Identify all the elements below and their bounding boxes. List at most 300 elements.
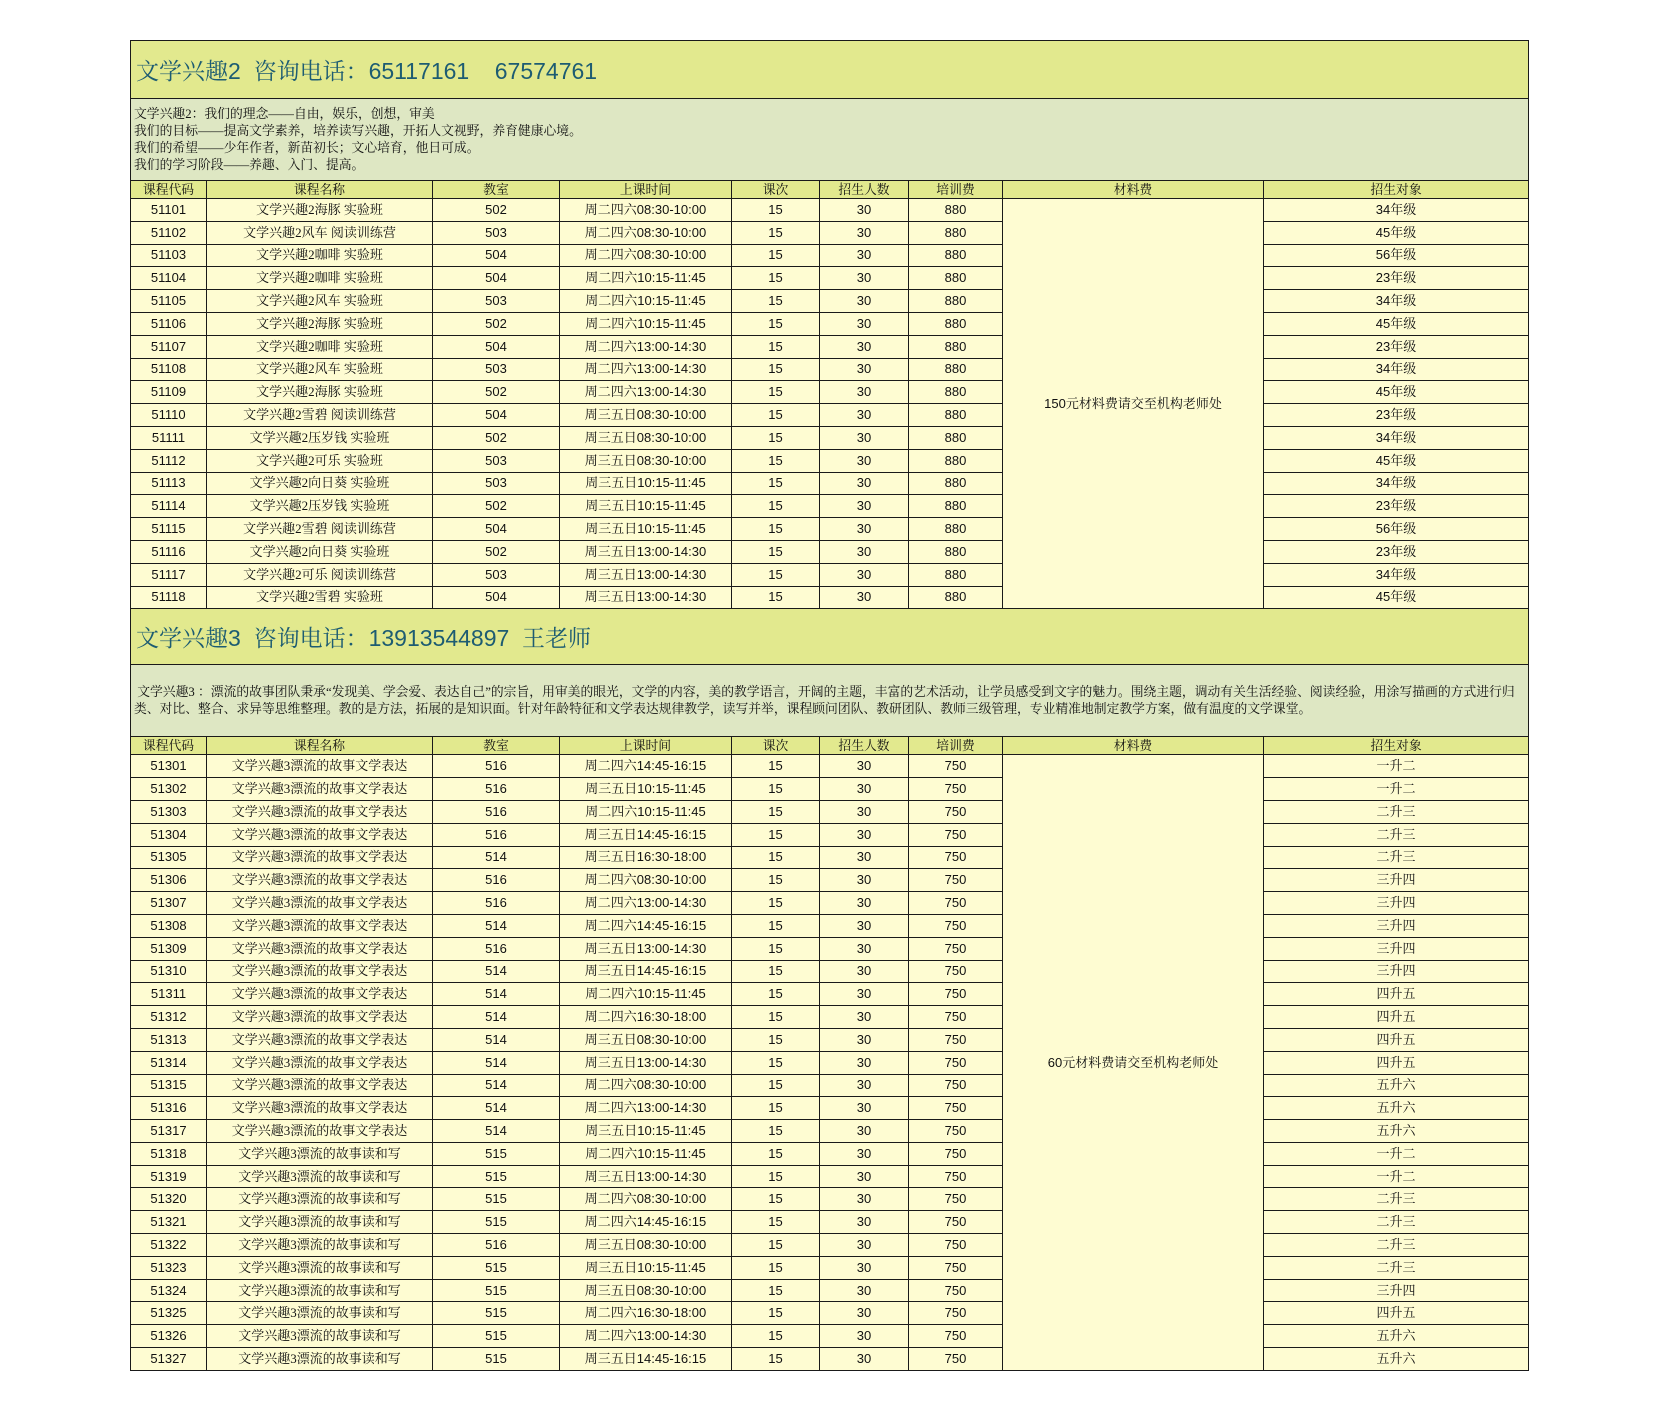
sessions-cell: 15 — [732, 1234, 820, 1257]
target-grade-cell: 三升四 — [1264, 960, 1529, 983]
sessions-cell: 15 — [732, 540, 820, 563]
table-row — [131, 199, 1529, 222]
capacity-cell: 30 — [820, 755, 909, 778]
table-row — [131, 472, 1529, 495]
target-grade-cell: 45年级 — [1264, 586, 1529, 609]
tuition-fee-cell: 750 — [909, 846, 1003, 869]
class-time-cell: 周二四六08:30-10:00 — [560, 1188, 732, 1211]
sessions-cell: 15 — [732, 1188, 820, 1211]
course-name-cell: 文学兴趣3漂流的故事文学表达 — [207, 1097, 433, 1120]
class-time-cell: 周二四六13:00-14:30 — [560, 1325, 732, 1348]
target-grade-cell: 五升六 — [1264, 1074, 1529, 1097]
course-code-cell: 51302 — [131, 778, 207, 801]
course-code-cell: 51301 — [131, 755, 207, 778]
tuition-fee-cell: 750 — [909, 1234, 1003, 1257]
target-grade-cell: 二升三 — [1264, 1188, 1529, 1211]
course-name-cell: 文学兴趣2海豚 实验班 — [207, 381, 433, 404]
capacity-cell: 30 — [820, 221, 909, 244]
class-time-cell: 周二四六13:00-14:30 — [560, 381, 732, 404]
capacity-cell: 30 — [820, 472, 909, 495]
classroom-cell: 514 — [433, 983, 560, 1006]
column-header-material-fee: 材料费 — [1003, 181, 1264, 199]
table-row — [131, 1188, 1529, 1211]
tuition-fee-cell: 750 — [909, 983, 1003, 1006]
column-header-capacity: 招生人数 — [820, 737, 909, 755]
course-name-cell: 文学兴趣3漂流的故事读和写 — [207, 1348, 433, 1371]
course-name-cell: 文学兴趣3漂流的故事读和写 — [207, 1325, 433, 1348]
sessions-cell: 15 — [732, 892, 820, 915]
tuition-fee-cell: 750 — [909, 800, 1003, 823]
section-title: 文学兴趣2 咨询电话：65117161 67574761 — [131, 41, 1529, 99]
target-grade-cell: 四升五 — [1264, 1006, 1529, 1029]
table-row — [131, 335, 1529, 358]
section-description: 文学兴趣3 ：漂流的故事团队秉承“发现美、学会爱、表达自己”的宗旨，用审美的眼光，文学的内容，美的教学语言，开阔的主题，丰富的艺术活动，让学员感受到文字的魅力。围绕主题，调动有关生活经验、阅读经验，用涂写描画的方式进行归类、对比、整合、求异等思维整理。教的是方法，拓展的是知识面。针对年龄特征和文学表达规律教学，读写并举，课程顾问团队、教研团队、教师三级管理，专业精准地制定教学方案，做有温度的文学课堂。 — [131, 665, 1529, 737]
capacity-cell: 30 — [820, 983, 909, 1006]
table-row — [131, 381, 1529, 404]
target-grade-cell: 一升二 — [1264, 1142, 1529, 1165]
sessions-cell: 15 — [732, 563, 820, 586]
course-code-cell: 51321 — [131, 1211, 207, 1234]
classroom-cell: 515 — [433, 1348, 560, 1371]
class-time-cell: 周三五日13:00-14:30 — [560, 540, 732, 563]
class-time-cell: 周二四六10:15-11:45 — [560, 1142, 732, 1165]
capacity-cell: 30 — [820, 335, 909, 358]
class-time-cell: 周三五日13:00-14:30 — [560, 937, 732, 960]
column-header-class-time: 上课时间 — [560, 737, 732, 755]
sessions-cell: 15 — [732, 1325, 820, 1348]
column-header-classroom: 教室 — [433, 181, 560, 199]
course-name-cell: 文学兴趣2海豚 实验班 — [207, 312, 433, 335]
tuition-fee-cell: 750 — [909, 869, 1003, 892]
class-time-cell: 周二四六13:00-14:30 — [560, 358, 732, 381]
course-code-cell: 51106 — [131, 312, 207, 335]
classroom-cell: 514 — [433, 960, 560, 983]
tuition-fee-cell: 880 — [909, 267, 1003, 290]
course-code-cell: 51110 — [131, 404, 207, 427]
course-name-cell: 文学兴趣2风车 实验班 — [207, 290, 433, 313]
course-code-cell: 51318 — [131, 1142, 207, 1165]
course-code-cell: 51116 — [131, 540, 207, 563]
table-row — [131, 960, 1529, 983]
tuition-fee-cell: 880 — [909, 199, 1003, 222]
target-grade-cell: 五升六 — [1264, 1097, 1529, 1120]
target-grade-cell: 五升六 — [1264, 1325, 1529, 1348]
column-header-course-code: 课程代码 — [131, 181, 207, 199]
classroom-cell: 504 — [433, 586, 560, 609]
target-grade-cell: 四升五 — [1264, 1028, 1529, 1051]
table-row — [131, 1006, 1529, 1029]
class-time-cell: 周三五日08:30-10:00 — [560, 426, 732, 449]
course-code-cell: 51113 — [131, 472, 207, 495]
target-grade-cell: 34年级 — [1264, 472, 1529, 495]
classroom-cell: 514 — [433, 846, 560, 869]
table-row — [131, 892, 1529, 915]
section-description — [131, 99, 1529, 181]
course-name-cell: 文学兴趣3漂流的故事读和写 — [207, 1302, 433, 1325]
course-code-cell: 51325 — [131, 1302, 207, 1325]
course-name-cell: 文学兴趣3漂流的故事文学表达 — [207, 846, 433, 869]
course-name-cell: 文学兴趣2向日葵 实验班 — [207, 540, 433, 563]
course-name-cell: 文学兴趣3漂流的故事读和写 — [207, 1165, 433, 1188]
course-code-cell: 51115 — [131, 518, 207, 541]
tuition-fee-cell: 750 — [909, 960, 1003, 983]
classroom-cell: 504 — [433, 335, 560, 358]
capacity-cell: 30 — [820, 914, 909, 937]
course-code-cell: 51105 — [131, 290, 207, 313]
course-name-cell: 文学兴趣3漂流的故事读和写 — [207, 1279, 433, 1302]
sessions-cell: 15 — [732, 199, 820, 222]
course-name-cell: 文学兴趣3漂流的故事读和写 — [207, 1211, 433, 1234]
target-grade-cell: 一升二 — [1264, 755, 1529, 778]
material-fee-cell: 60元材料费请交至机构老师处 — [1003, 755, 1264, 1371]
table-row — [131, 244, 1529, 267]
class-time-cell: 周二四六08:30-10:00 — [560, 869, 732, 892]
sessions-cell: 15 — [732, 800, 820, 823]
course-name-cell: 文学兴趣2咖啡 实验班 — [207, 267, 433, 290]
course-code-cell: 51315 — [131, 1074, 207, 1097]
course-code-cell: 51319 — [131, 1165, 207, 1188]
description-line: 我们的目标——提高文学素养，培养读写兴趣，开拓人文视野，养育健康心境。 — [134, 123, 582, 138]
course-code-cell: 51316 — [131, 1097, 207, 1120]
description-line: 我们的学习阶段——养趣、入门、提高。 — [134, 157, 365, 172]
target-grade-cell: 五升六 — [1264, 1348, 1529, 1371]
course-code-cell: 51108 — [131, 358, 207, 381]
tuition-fee-cell: 880 — [909, 449, 1003, 472]
course-code-cell: 51306 — [131, 869, 207, 892]
target-grade-cell: 34年级 — [1264, 426, 1529, 449]
course-schedule-table — [130, 40, 1529, 1371]
column-header-target-grade: 招生对象 — [1264, 737, 1529, 755]
table-row — [131, 1325, 1529, 1348]
sessions-cell: 15 — [732, 449, 820, 472]
class-time-cell: 周三五日10:15-11:45 — [560, 472, 732, 495]
capacity-cell: 30 — [820, 823, 909, 846]
table-row — [131, 540, 1529, 563]
capacity-cell: 30 — [820, 1074, 909, 1097]
course-code-cell: 51311 — [131, 983, 207, 1006]
tuition-fee-cell: 750 — [909, 1097, 1003, 1120]
tuition-fee-cell: 750 — [909, 778, 1003, 801]
table-row — [131, 755, 1529, 778]
tuition-fee-cell: 750 — [909, 1028, 1003, 1051]
tuition-fee-cell: 750 — [909, 1074, 1003, 1097]
classroom-cell: 516 — [433, 937, 560, 960]
target-grade-cell: 四升五 — [1264, 1302, 1529, 1325]
classroom-cell: 504 — [433, 404, 560, 427]
class-time-cell: 周二四六08:30-10:00 — [560, 1074, 732, 1097]
classroom-cell: 503 — [433, 563, 560, 586]
class-time-cell: 周三五日08:30-10:00 — [560, 1234, 732, 1257]
table-row — [131, 426, 1529, 449]
sessions-cell: 15 — [732, 1028, 820, 1051]
course-name-cell: 文学兴趣3漂流的故事文学表达 — [207, 960, 433, 983]
sessions-cell: 15 — [732, 1279, 820, 1302]
course-name-cell: 文学兴趣2咖啡 实验班 — [207, 335, 433, 358]
table-row — [131, 1348, 1529, 1371]
sessions-cell: 15 — [732, 221, 820, 244]
target-grade-cell: 三升四 — [1264, 937, 1529, 960]
sessions-cell: 15 — [732, 1120, 820, 1143]
column-header-tuition-fee: 培训费 — [909, 737, 1003, 755]
sessions-cell: 15 — [732, 960, 820, 983]
class-time-cell: 周二四六13:00-14:30 — [560, 892, 732, 915]
class-time-cell: 周三五日08:30-10:00 — [560, 1279, 732, 1302]
tuition-fee-cell: 750 — [909, 1256, 1003, 1279]
class-time-cell: 周三五日08:30-10:00 — [560, 449, 732, 472]
tuition-fee-cell: 750 — [909, 1006, 1003, 1029]
classroom-cell: 514 — [433, 1120, 560, 1143]
table-row — [131, 358, 1529, 381]
classroom-cell: 503 — [433, 472, 560, 495]
column-header-class-time: 上课时间 — [560, 181, 732, 199]
course-name-cell: 文学兴趣3漂流的故事文学表达 — [207, 755, 433, 778]
tuition-fee-cell: 880 — [909, 244, 1003, 267]
course-code-cell: 51118 — [131, 586, 207, 609]
target-grade-cell: 23年级 — [1264, 404, 1529, 427]
class-time-cell: 周三五日10:15-11:45 — [560, 518, 732, 541]
class-time-cell: 周三五日16:30-18:00 — [560, 846, 732, 869]
sessions-cell: 15 — [732, 472, 820, 495]
table-row — [131, 1279, 1529, 1302]
course-code-cell: 51112 — [131, 449, 207, 472]
sessions-cell: 15 — [732, 1256, 820, 1279]
classroom-cell: 503 — [433, 449, 560, 472]
sessions-cell: 15 — [732, 823, 820, 846]
section-description-row — [131, 665, 1529, 737]
table-row — [131, 1051, 1529, 1074]
class-time-cell: 周三五日14:45-16:15 — [560, 823, 732, 846]
course-code-cell: 51101 — [131, 199, 207, 222]
class-time-cell: 周二四六10:15-11:45 — [560, 312, 732, 335]
tuition-fee-cell: 880 — [909, 381, 1003, 404]
classroom-cell: 515 — [433, 1165, 560, 1188]
target-grade-cell: 一升二 — [1264, 1165, 1529, 1188]
course-code-cell: 51303 — [131, 800, 207, 823]
course-code-cell: 51109 — [131, 381, 207, 404]
table-row — [131, 290, 1529, 313]
sessions-cell: 15 — [732, 244, 820, 267]
capacity-cell: 30 — [820, 1302, 909, 1325]
sessions-cell: 15 — [732, 335, 820, 358]
section-title: 文学兴趣3 咨询电话：13913544897 王老师 — [131, 609, 1529, 665]
sessions-cell: 15 — [732, 1348, 820, 1371]
target-grade-cell: 二升三 — [1264, 800, 1529, 823]
tuition-fee-cell: 880 — [909, 563, 1003, 586]
class-time-cell: 周三五日14:45-16:15 — [560, 1348, 732, 1371]
classroom-cell: 515 — [433, 1188, 560, 1211]
class-time-cell: 周二四六10:15-11:45 — [560, 983, 732, 1006]
column-header-target-grade: 招生对象 — [1264, 181, 1529, 199]
description-line: 文学兴趣2：我们的理念——自由，娱乐，创想，审美 — [134, 106, 435, 121]
table-row — [131, 1211, 1529, 1234]
course-code-cell: 51314 — [131, 1051, 207, 1074]
course-code-cell: 51320 — [131, 1188, 207, 1211]
course-name-cell: 文学兴趣3漂流的故事文学表达 — [207, 800, 433, 823]
tuition-fee-cell: 880 — [909, 404, 1003, 427]
capacity-cell: 30 — [820, 1120, 909, 1143]
sessions-cell: 15 — [732, 290, 820, 313]
tuition-fee-cell: 880 — [909, 518, 1003, 541]
class-time-cell: 周二四六14:45-16:15 — [560, 755, 732, 778]
sessions-cell: 15 — [732, 426, 820, 449]
table-row — [131, 914, 1529, 937]
classroom-cell: 502 — [433, 312, 560, 335]
tuition-fee-cell: 750 — [909, 1188, 1003, 1211]
course-name-cell: 文学兴趣2风车 实验班 — [207, 358, 433, 381]
table-row — [131, 869, 1529, 892]
course-name-cell: 文学兴趣3漂流的故事读和写 — [207, 1142, 433, 1165]
classroom-cell: 516 — [433, 823, 560, 846]
target-grade-cell: 45年级 — [1264, 449, 1529, 472]
capacity-cell: 30 — [820, 1256, 909, 1279]
tuition-fee-cell: 880 — [909, 426, 1003, 449]
class-time-cell: 周三五日14:45-16:15 — [560, 960, 732, 983]
course-name-cell: 文学兴趣2风车 阅读训练营 — [207, 221, 433, 244]
sessions-cell: 15 — [732, 1051, 820, 1074]
sessions-cell: 15 — [732, 586, 820, 609]
tuition-fee-cell: 750 — [909, 755, 1003, 778]
table-row — [131, 778, 1529, 801]
course-code-cell: 51111 — [131, 426, 207, 449]
capacity-cell: 30 — [820, 1142, 909, 1165]
capacity-cell: 30 — [820, 846, 909, 869]
course-code-cell: 51107 — [131, 335, 207, 358]
course-code-cell: 51317 — [131, 1120, 207, 1143]
tuition-fee-cell: 880 — [909, 495, 1003, 518]
tuition-fee-cell: 750 — [909, 937, 1003, 960]
target-grade-cell: 34年级 — [1264, 290, 1529, 313]
target-grade-cell: 四升五 — [1264, 983, 1529, 1006]
tuition-fee-cell: 880 — [909, 358, 1003, 381]
sessions-cell: 15 — [732, 983, 820, 1006]
section-title-row — [131, 41, 1529, 99]
capacity-cell: 30 — [820, 960, 909, 983]
sessions-cell: 15 — [732, 1097, 820, 1120]
capacity-cell: 30 — [820, 358, 909, 381]
course-code-cell: 51322 — [131, 1234, 207, 1257]
classroom-cell: 515 — [433, 1142, 560, 1165]
course-code-cell: 51307 — [131, 892, 207, 915]
sessions-cell: 15 — [732, 1211, 820, 1234]
capacity-cell: 30 — [820, 1006, 909, 1029]
sessions-cell: 15 — [732, 846, 820, 869]
classroom-cell: 516 — [433, 892, 560, 915]
course-name-cell: 文学兴趣3漂流的故事文学表达 — [207, 1051, 433, 1074]
course-code-cell: 51324 — [131, 1279, 207, 1302]
class-time-cell: 周三五日10:15-11:45 — [560, 778, 732, 801]
target-grade-cell: 56年级 — [1264, 518, 1529, 541]
course-code-cell: 51117 — [131, 563, 207, 586]
capacity-cell: 30 — [820, 199, 909, 222]
column-header-tuition-fee: 培训费 — [909, 181, 1003, 199]
target-grade-cell: 三升四 — [1264, 869, 1529, 892]
column-header-capacity: 招生人数 — [820, 181, 909, 199]
tuition-fee-cell: 880 — [909, 312, 1003, 335]
course-name-cell: 文学兴趣3漂流的故事文学表达 — [207, 892, 433, 915]
sessions-cell: 15 — [732, 495, 820, 518]
capacity-cell: 30 — [820, 1028, 909, 1051]
course-code-cell: 51313 — [131, 1028, 207, 1051]
course-name-cell: 文学兴趣2向日葵 实验班 — [207, 472, 433, 495]
course-code-cell: 51102 — [131, 221, 207, 244]
class-time-cell: 周三五日13:00-14:30 — [560, 1165, 732, 1188]
classroom-cell: 515 — [433, 1211, 560, 1234]
course-name-cell: 文学兴趣3漂流的故事文学表达 — [207, 1028, 433, 1051]
capacity-cell: 30 — [820, 1097, 909, 1120]
target-grade-cell: 45年级 — [1264, 381, 1529, 404]
course-name-cell: 文学兴趣2雪碧 阅读训练营 — [207, 518, 433, 541]
capacity-cell: 30 — [820, 1234, 909, 1257]
capacity-cell: 30 — [820, 495, 909, 518]
classroom-cell: 515 — [433, 1279, 560, 1302]
course-name-cell: 文学兴趣3漂流的故事文学表达 — [207, 983, 433, 1006]
section-description-row — [131, 99, 1529, 181]
sessions-cell: 15 — [732, 1165, 820, 1188]
target-grade-cell: 二升三 — [1264, 1211, 1529, 1234]
section-title-row — [131, 609, 1529, 665]
sessions-cell: 15 — [732, 312, 820, 335]
table-row — [131, 586, 1529, 609]
capacity-cell: 30 — [820, 1279, 909, 1302]
tuition-fee-cell: 750 — [909, 1165, 1003, 1188]
capacity-cell: 30 — [820, 1188, 909, 1211]
capacity-cell: 30 — [820, 1325, 909, 1348]
capacity-cell: 30 — [820, 290, 909, 313]
classroom-cell: 516 — [433, 778, 560, 801]
tuition-fee-cell: 880 — [909, 335, 1003, 358]
target-grade-cell: 三升四 — [1264, 892, 1529, 915]
class-time-cell: 周二四六10:15-11:45 — [560, 800, 732, 823]
table-row — [131, 518, 1529, 541]
table-row — [131, 1120, 1529, 1143]
target-grade-cell: 二升三 — [1264, 1234, 1529, 1257]
capacity-cell: 30 — [820, 1165, 909, 1188]
target-grade-cell: 23年级 — [1264, 495, 1529, 518]
column-header-course-name: 课程名称 — [207, 181, 433, 199]
class-time-cell: 周二四六14:45-16:15 — [560, 914, 732, 937]
column-header-sessions: 课次 — [732, 737, 820, 755]
course-code-cell: 51326 — [131, 1325, 207, 1348]
column-header-sessions: 课次 — [732, 181, 820, 199]
tuition-fee-cell: 880 — [909, 290, 1003, 313]
course-code-cell: 51327 — [131, 1348, 207, 1371]
target-grade-cell: 三升四 — [1264, 1279, 1529, 1302]
classroom-cell: 504 — [433, 518, 560, 541]
classroom-cell: 516 — [433, 869, 560, 892]
tuition-fee-cell: 880 — [909, 221, 1003, 244]
classroom-cell: 503 — [433, 290, 560, 313]
target-grade-cell: 三升四 — [1264, 914, 1529, 937]
class-time-cell: 周三五日10:15-11:45 — [560, 495, 732, 518]
sessions-cell: 15 — [732, 755, 820, 778]
column-header-row — [131, 737, 1529, 755]
class-time-cell: 周二四六16:30-18:00 — [560, 1006, 732, 1029]
table-row — [131, 1234, 1529, 1257]
target-grade-cell: 一升二 — [1264, 778, 1529, 801]
classroom-cell: 503 — [433, 358, 560, 381]
tuition-fee-cell: 750 — [909, 914, 1003, 937]
course-name-cell: 文学兴趣3漂流的故事文学表达 — [207, 1006, 433, 1029]
capacity-cell: 30 — [820, 1051, 909, 1074]
class-time-cell: 周二四六10:15-11:45 — [560, 267, 732, 290]
course-code-cell: 51305 — [131, 846, 207, 869]
target-grade-cell: 四升五 — [1264, 1051, 1529, 1074]
table-row — [131, 1097, 1529, 1120]
classroom-cell: 515 — [433, 1325, 560, 1348]
table-row — [131, 312, 1529, 335]
capacity-cell: 30 — [820, 800, 909, 823]
sessions-cell: 15 — [732, 404, 820, 427]
